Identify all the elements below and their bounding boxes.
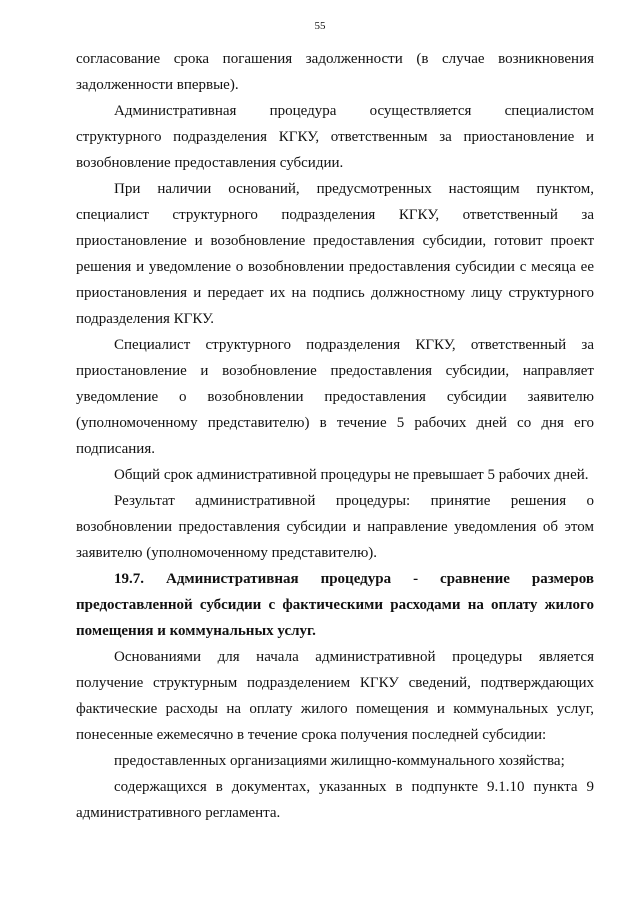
paragraph-grounds-preparation: При наличии оснований, предусмотренных настоящим пунктом, специалист структурного подразделения КГКУ, ответственный за приостановление и возобновление предоставления субсидии, готовит проект решения и уведомление о возобновлении предоставления субсидии с месяца ее приостановления и передает их на подпись должностному лицу структурного подразделения КГКУ.	[76, 181, 594, 327]
paragraph-list-item-documents: содержащихся в документах, указанных в подпункте 9.1.10 пункта 9 административного регламента.	[76, 779, 594, 821]
paragraph-continuation: согласование срока погашения задолженности (в случае возникновения задолженности впервые).	[76, 51, 594, 93]
paragraph-result: Результат административной процедуры: принятие решения о возобновлении предоставления субсидии и направление уведомления об этом заявителю (уполномоченному представителю).	[76, 493, 594, 561]
page-number: 55	[314, 20, 326, 32]
document-body	[76, 46, 594, 826]
paragraph-list-item-organizations: предоставленных организациями жилищно-коммунального хозяйства;	[114, 753, 565, 769]
paragraph-notification: Специалист структурного подразделения КГКУ, ответственный за приостановление и возобновление предоставления субсидии, направляет уведомление о возобновлении предоставления субсидии заявителю (уполномоченному представителю) в течение 5 рабочих дней со дня его подписания.	[76, 337, 594, 457]
paragraph-total-duration: Общий срок административной процедуры не превышает 5 рабочих дней.	[114, 467, 589, 483]
paragraph-procedure-performer: Административная процедура осуществляется специалистом структурного подразделения КГКУ, ответственным за приостановление и возобновление предоставления субсидии.	[76, 103, 594, 171]
paragraph-grounds-start: Основаниями для начала административной процедуры является получение структурным подразделением КГКУ сведений, подтверждающих фактические расходы на оплату жилого помещения и коммунальных услуг, понесенные ежемесячно в течение срока получения последней субсидии:	[76, 649, 594, 743]
section-heading-19-7: 19.7. Административная процедура - сравнение размеров предоставленной субсидии с фактическими расходами на оплату жилого помещения и коммунальных услуг.	[76, 571, 594, 639]
